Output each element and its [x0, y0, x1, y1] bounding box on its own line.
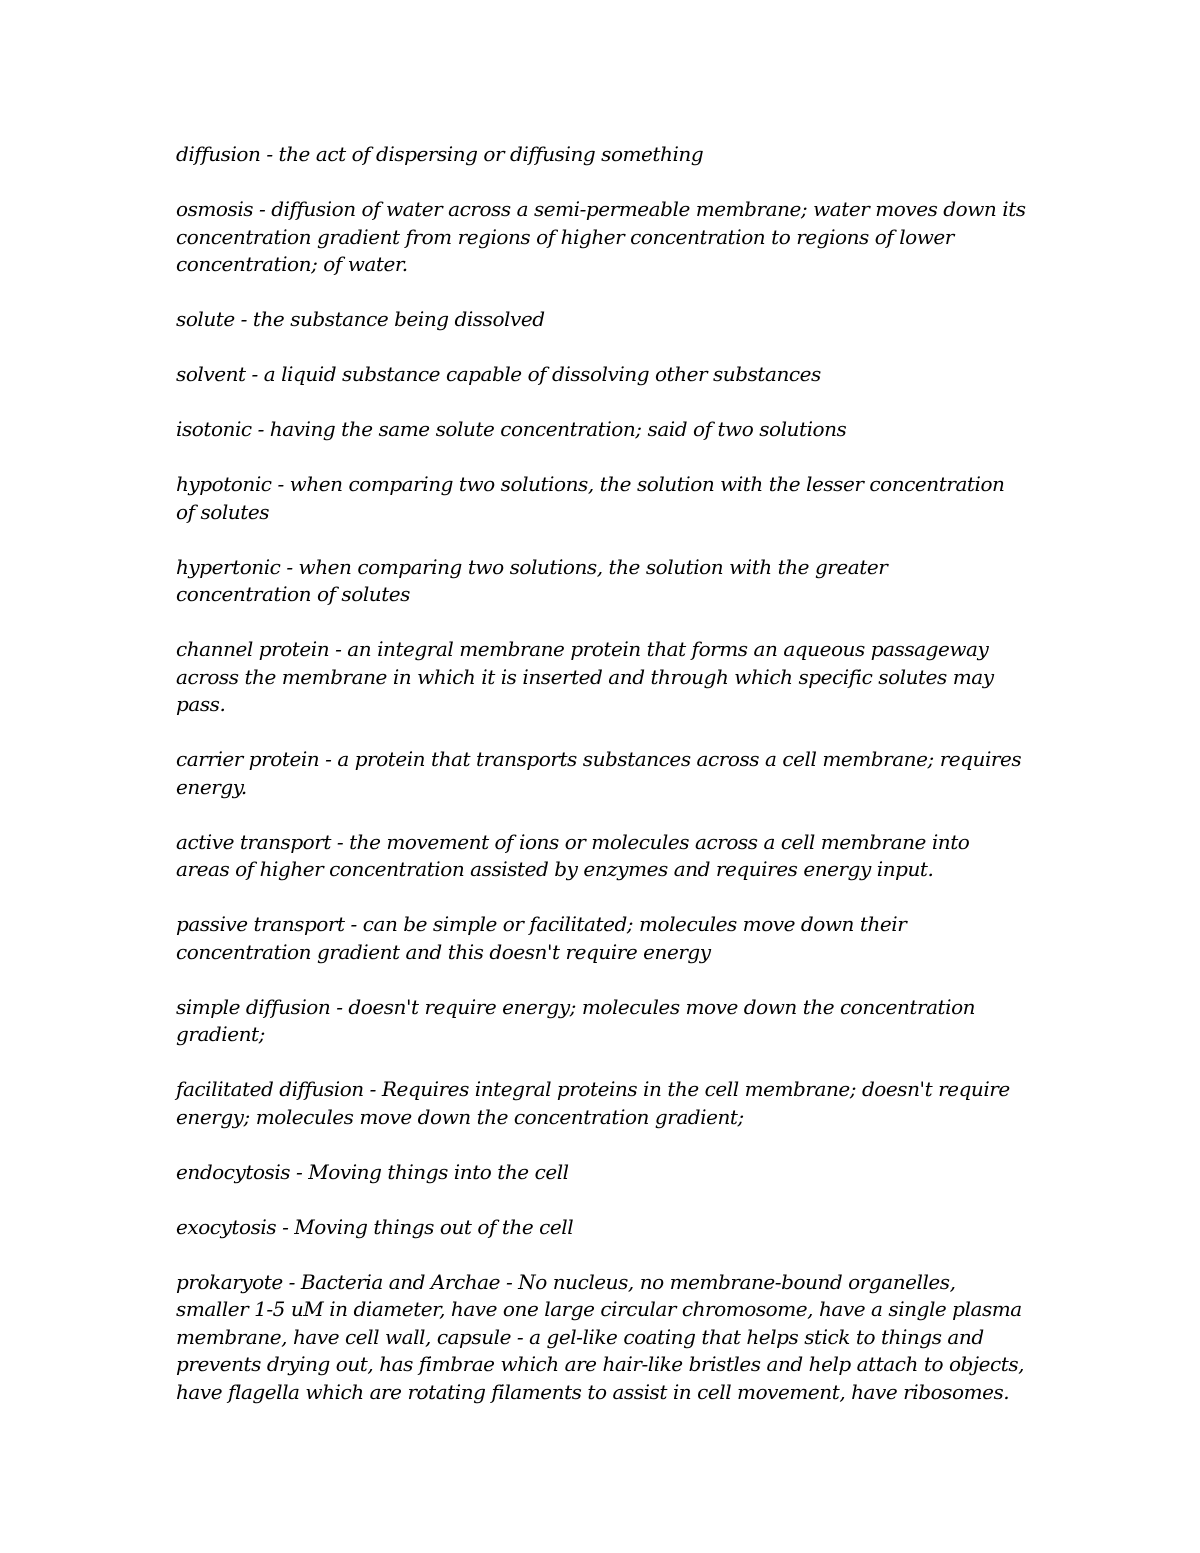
entry-endocytosis: endocytosis - Moving things into the cell	[176, 1159, 569, 1184]
entry-diffusion: diffusion - the act of dispersing or diffusing something	[176, 142, 704, 166]
entry-hypertonic: hypertonic - when comparing two solutions, the solution with the greater concentration of solutes	[176, 554, 888, 606]
entry-prokaryote: prokaryote - Bacteria and Archae - No nucleus, no membrane-bound organelles, smaller 1-5 uM in diameter, have one large circular chromosome, have a single plasma membrane, have cell wall, capsule - a gel-like coating that helps stick to things and prevents drying out, has fimbrae which are hair-like bristles and help attach to objects, have flagella which are rotating filaments to assist in cell movement, have ribosomes.	[176, 1269, 1025, 1404]
entry-passive-transport: passive transport - can be simple or facilitated; molecules move down their concentration gradient and this doesn't require energy	[176, 912, 907, 964]
entry-channel-protein: channel protein - an integral membrane protein that forms an aqueous passageway across the membrane in which it is inserted and through which specific solutes may pass.	[176, 637, 994, 716]
entry-carrier-protein: carrier protein - a protein that transports substances across a cell membrane; requires energy.	[176, 747, 1022, 799]
entry-isotonic: isotonic - having the same solute concentration; said of two solutions	[176, 417, 847, 441]
entry-solute: solute - the substance being dissolved	[176, 307, 545, 331]
entry-facilitated-diffusion: facilitated diffusion - Requires integral proteins in the cell membrane; doesn't require energy; molecules move down the concentration gradient;	[176, 1077, 1010, 1129]
entry-hypotonic: hypotonic - when comparing two solutions, the solution with the lesser concentration of solutes	[176, 472, 1005, 524]
entry-active-transport: active transport - the movement of ions or molecules across a cell membrane into areas of higher concentration assisted by enzymes and requires energy input.	[176, 829, 970, 881]
entry-exocytosis: exocytosis - Moving things out of the cell	[176, 1214, 574, 1239]
entry-simple-diffusion: simple diffusion - doesn't require energy; molecules move down the concentration gradient;	[176, 994, 976, 1046]
entry-solvent: solvent - a liquid substance capable of dissolving other substances	[176, 362, 821, 386]
glossary-body	[176, 141, 1026, 1406]
entry-osmosis: osmosis - diffusion of water across a semi-permeable membrane; water moves down its concentration gradient from regions of higher concentration to regions of lower concentration; of water.	[176, 197, 1026, 276]
